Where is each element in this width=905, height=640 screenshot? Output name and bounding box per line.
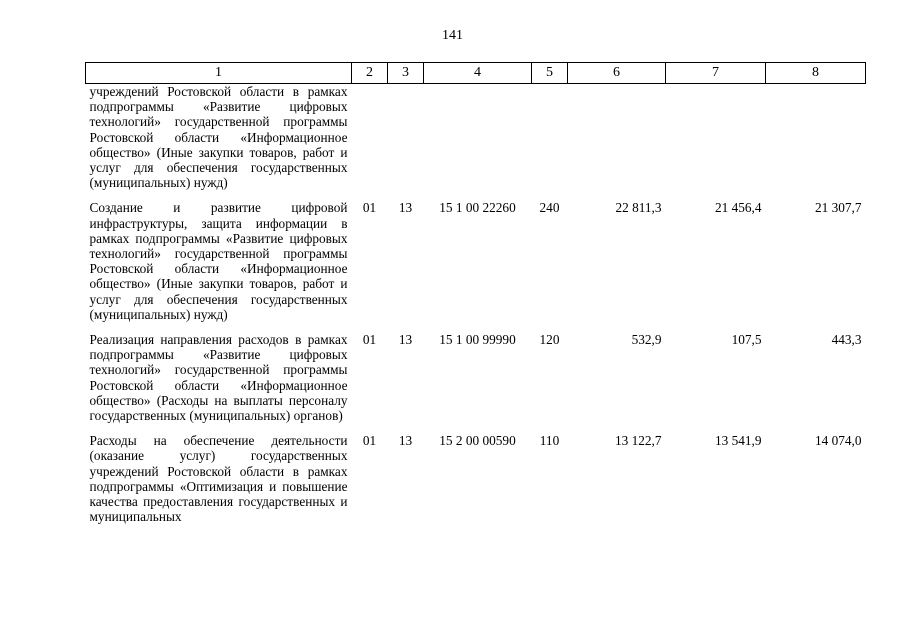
column-header: 6	[568, 63, 666, 84]
target-article-code: 15 1 00 99990	[439, 332, 516, 348]
table-row	[86, 427, 866, 528]
amount-col-8: 443,3	[831, 332, 862, 348]
column-number-row	[86, 63, 866, 84]
column-header: 1	[86, 63, 352, 84]
table-row	[86, 84, 866, 195]
section-code: 01	[362, 433, 377, 449]
amount-col-7: 21 456,4	[714, 200, 762, 216]
amount-col-8: 14 074,0	[814, 433, 862, 449]
target-article-code: 15 2 00 00590	[439, 433, 516, 449]
target-article-code: 15 1 00 22260	[439, 200, 516, 216]
column-header: 3	[388, 63, 424, 84]
column-header: 7	[666, 63, 766, 84]
section-code	[352, 84, 388, 195]
expense-type-code: 120	[539, 332, 560, 348]
amount-col-6: 13 122,7	[614, 433, 662, 449]
row-description: учреждений Ростовской области в рамках подпрограммы «Развитие цифровых технологий» государственной программы Ростовской области «Информационное общество» (Иные закупки товаров, работ и услуг для обеспечения государственных (муниципальных) нужд)	[89, 84, 348, 191]
subsection-code: 13	[398, 200, 413, 216]
subsection-code	[388, 84, 424, 195]
column-header: 4	[424, 63, 532, 84]
expense-type-code: 110	[539, 433, 560, 449]
table-row	[86, 326, 866, 427]
amount-col-8	[766, 84, 866, 195]
expense-type-code	[532, 84, 568, 195]
page-number: 141	[442, 28, 463, 43]
subsection-code: 13	[398, 433, 413, 449]
target-article-code	[424, 84, 532, 195]
row-description: Расходы на обеспечение деятельности (оказание услуг) государственных учреждений Ростовской области в рамках подпрограммы «Оптимизация и повышение качества предоставления государственных и муниципальных	[89, 433, 348, 525]
expense-type-code: 240	[539, 200, 560, 216]
amount-col-8: 21 307,7	[814, 200, 862, 216]
row-description: Реализация направления расходов в рамках подпрограммы «Развитие цифровых технологий» государственной программы Ростовской области «Информационное общество» (Расходы на выплаты персоналу государственных (муниципальных) органов)	[89, 332, 348, 424]
amount-col-6: 532,9	[631, 332, 662, 348]
budget-table	[85, 62, 866, 528]
row-description: Создание и развитие цифровой инфраструктуры, защита информации в рамках подпрограммы «Развитие цифровых технологий» государственной программы Ростовской области «Информационное общество» (Иные закупки товаров, работ и услуг для обеспечения государственных (муниципальных) нужд)	[89, 200, 348, 322]
column-header: 5	[532, 63, 568, 84]
amount-col-6: 22 811,3	[615, 200, 662, 216]
column-header: 2	[352, 63, 388, 84]
section-code: 01	[362, 332, 377, 348]
table-row	[86, 194, 866, 326]
amount-col-7: 107,5	[731, 332, 762, 348]
column-header: 8	[766, 63, 866, 84]
amount-col-7	[666, 84, 766, 195]
section-code: 01	[362, 200, 377, 216]
amount-col-6	[568, 84, 666, 195]
subsection-code: 13	[398, 332, 413, 348]
amount-col-7: 13 541,9	[714, 433, 762, 449]
